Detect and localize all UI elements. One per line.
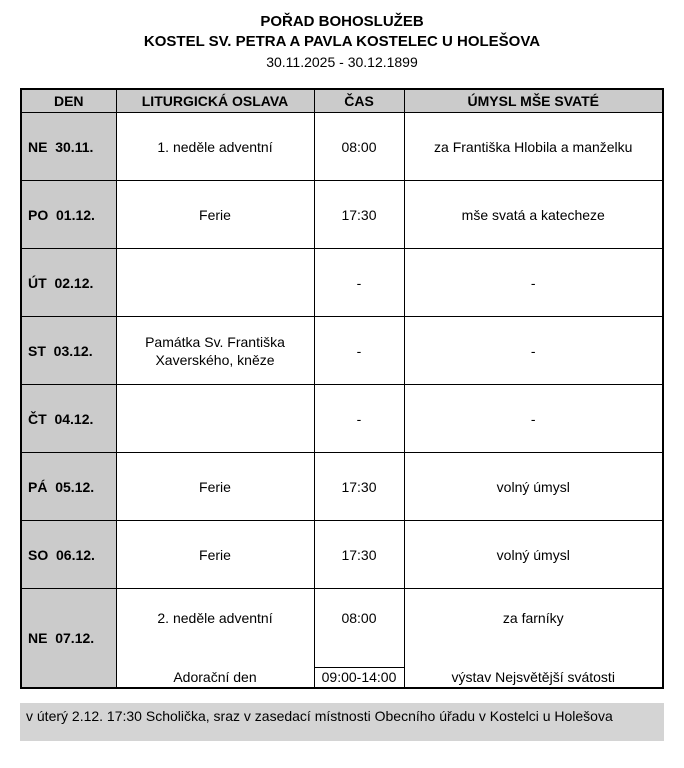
celebration-cell: [116, 317, 314, 385]
time-label: -: [356, 410, 362, 427]
day-label: NE 30.11.: [28, 138, 94, 155]
time-cell-content: [319, 113, 400, 180]
time-cell: [314, 521, 404, 589]
intention-cell: [404, 113, 663, 181]
intention-cell-content: [409, 317, 659, 384]
time-label: -: [356, 342, 362, 359]
intention-label: volný úmysl: [496, 478, 570, 495]
intention-cell-content: [409, 113, 659, 180]
day-label: ST 03.12.: [28, 342, 93, 359]
celebration-cell-content: [121, 113, 310, 180]
date-range: 30.11.2025 - 30.12.1899: [266, 54, 418, 70]
day-cell: [21, 317, 116, 385]
time-cell-content: [319, 317, 400, 384]
intention-cell: [404, 521, 663, 589]
intention-cell-content: [409, 521, 659, 588]
celebration-cell: [116, 249, 314, 317]
time-label: 08:00: [341, 610, 377, 626]
intention-cell: [404, 453, 663, 521]
table-row: [21, 589, 663, 689]
celebration-label: Ferie: [199, 546, 231, 563]
time-cell: [314, 249, 404, 317]
intention-cell: [404, 385, 663, 453]
day-cell: [21, 385, 116, 453]
header-cell-umysl: ÚMYSL MŠE SVATÉ: [404, 89, 663, 113]
intention-cell-content: [409, 453, 659, 520]
day-cell: [21, 249, 116, 317]
celebration-cell-content: [121, 589, 310, 687]
celebration-cell: [116, 453, 314, 521]
intention-label: -: [530, 342, 536, 359]
time-cell: [314, 385, 404, 453]
intention-cell-content: [409, 181, 659, 248]
time-cell-content: [319, 385, 400, 452]
page-subtitle: KOSTEL SV. PETRA A PAVLA KOSTELEC U HOLEŠOVA: [143, 33, 541, 50]
document-header: [20, 12, 664, 72]
celebration-label-secondary: Adorační den: [173, 668, 257, 685]
header-cell-oslava: LITURGICKÁ OSLAVA: [116, 89, 314, 113]
celebration-cell-content: [121, 317, 310, 384]
celebration-cell-content: [121, 521, 310, 588]
table-header-row: [21, 89, 663, 113]
day-cell: [21, 181, 116, 249]
footer-note: v úterý 2.12. 17:30 Scholička, sraz v zasedací místnosti Obecního úřadu v Kostelci u Holešova: [20, 703, 664, 741]
time-cell: [314, 453, 404, 521]
time-cell: [314, 317, 404, 385]
table-row: [21, 385, 663, 453]
intention-cell-content: [409, 589, 659, 687]
celebration-label: 2. neděle adventní: [157, 610, 273, 627]
time-cell-content: [319, 249, 400, 316]
intention-cell-content: [409, 249, 659, 316]
table-row: [21, 113, 663, 181]
intention-label: za farníky: [502, 610, 564, 627]
celebration-cell: [116, 385, 314, 453]
time-cell-content: [319, 453, 400, 520]
schedule-table: [20, 88, 664, 689]
day-label: ÚT 02.12.: [28, 274, 94, 291]
day-cell: [21, 113, 116, 181]
intention-label-secondary: výstav Nejsvětější svátosti: [451, 668, 615, 685]
day-cell: [21, 453, 116, 521]
celebration-cell: [116, 113, 314, 181]
schedule-table-body: [21, 113, 663, 689]
intention-cell: [404, 317, 663, 385]
time-label: 17:30: [341, 478, 377, 495]
intention-label: za Františka Hlobila a manželku: [434, 138, 633, 155]
day-cell: [21, 589, 116, 689]
time-cell: [314, 589, 404, 689]
table-row: [21, 317, 663, 385]
time-label: 17:30: [341, 206, 377, 223]
celebration-label: 1. neděle adventní: [157, 138, 273, 155]
day-label: NE 07.12.: [28, 630, 95, 646]
table-row: [21, 181, 663, 249]
intention-cell: [404, 249, 663, 317]
celebration-cell-content: [121, 385, 310, 452]
header-cell-den: DEN: [21, 89, 116, 113]
celebration-label: Ferie: [199, 478, 231, 495]
time-label: -: [356, 274, 362, 291]
intention-cell: [404, 589, 663, 689]
celebration-label: Památka Sv. Františka Xaverského, kněze: [145, 333, 285, 368]
intention-label: -: [530, 410, 536, 427]
time-cell-content: [319, 589, 400, 687]
celebration-cell-content: [121, 453, 310, 520]
table-row: [21, 453, 663, 521]
page-title: POŘAD BOHOSLUŽEB: [260, 13, 424, 30]
time-label: 17:30: [341, 546, 377, 563]
intention-cell: [404, 181, 663, 249]
header-cell-cas: ČAS: [314, 89, 404, 113]
time-label: 08:00: [341, 138, 377, 155]
time-cell: [314, 181, 404, 249]
intention-label: mše svatá a katecheze: [461, 206, 605, 223]
time-cell: [314, 113, 404, 181]
celebration-cell-content: [121, 249, 310, 316]
time-cell-content: [319, 521, 400, 588]
intention-label: volný úmysl: [496, 546, 570, 563]
day-label: PO 01.12.: [28, 206, 95, 223]
celebration-cell: [116, 521, 314, 589]
day-cell: [21, 521, 116, 589]
celebration-label: Ferie: [199, 206, 231, 223]
intention-cell-content: [409, 385, 659, 452]
day-label: SO 06.12.: [28, 546, 95, 563]
intention-label: -: [530, 274, 536, 291]
table-row: [21, 521, 663, 589]
celebration-cell: [116, 181, 314, 249]
day-label: PÁ 05.12.: [28, 478, 95, 495]
time-cell-content: [319, 181, 400, 248]
day-label: ČT 04.12.: [28, 410, 94, 427]
celebration-cell: [116, 589, 314, 689]
celebration-cell-content: [121, 181, 310, 248]
table-row: [21, 249, 663, 317]
time-label-secondary: 09:00-14:00: [315, 667, 404, 687]
